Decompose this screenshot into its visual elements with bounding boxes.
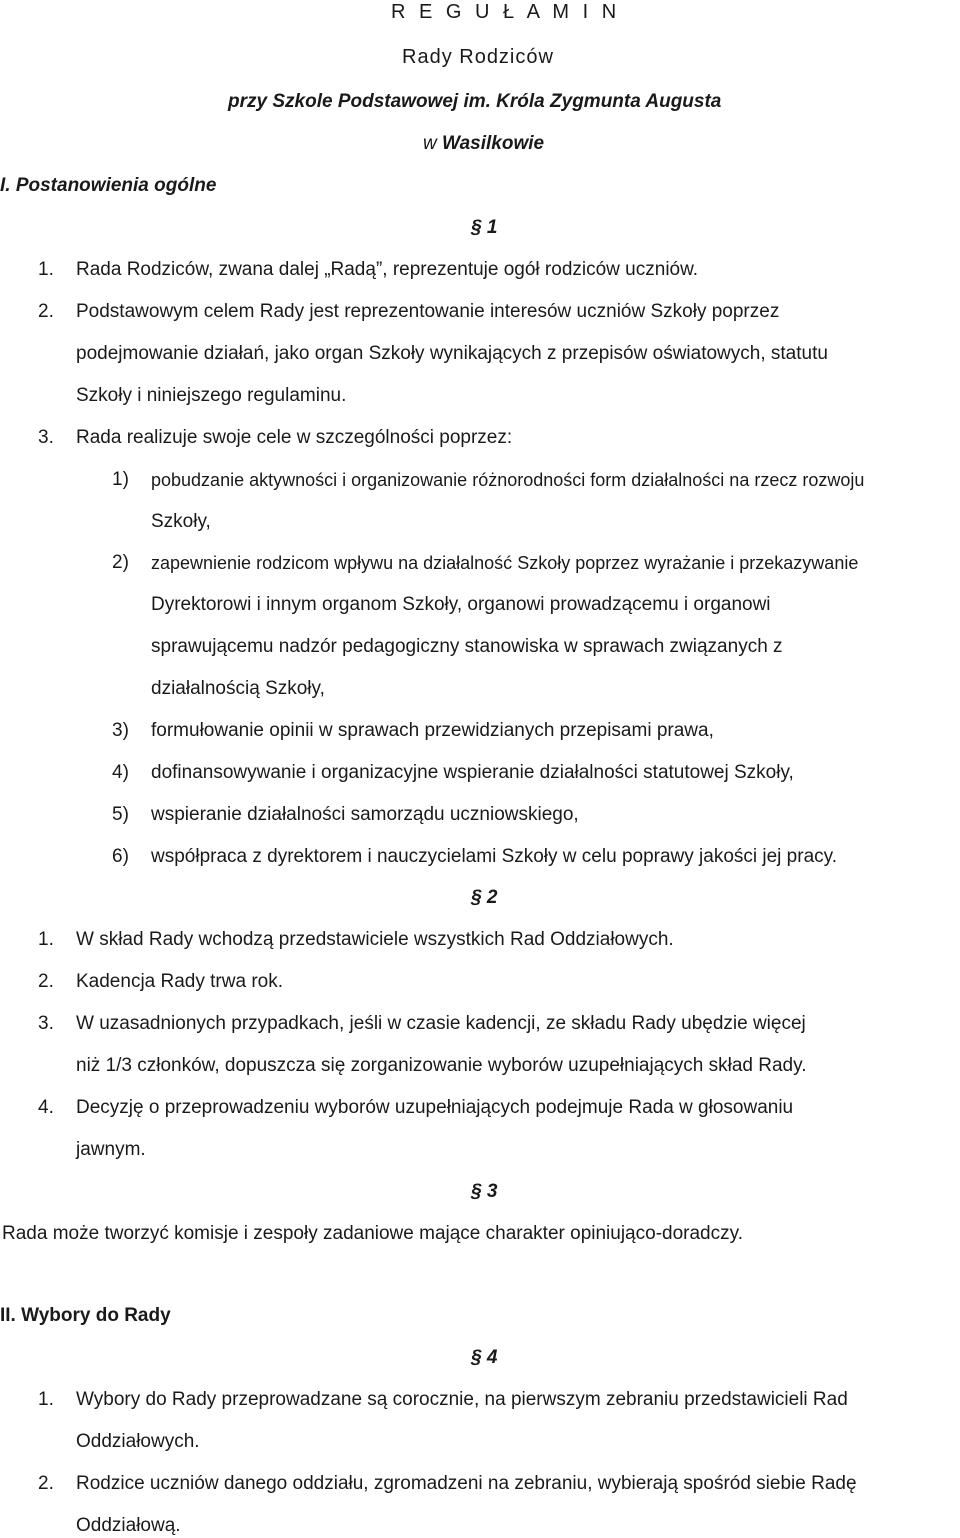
- subitem-text: Szkoły,: [151, 511, 211, 532]
- subitem-number: 3): [112, 720, 129, 741]
- school-name: przy Szkole Podstawowej im. Króla Zygmunta Augusta: [228, 91, 722, 112]
- section-sign: §: [471, 1347, 482, 1368]
- item-text: Decyzję o przeprowadzeniu wyborów uzupełniających podejmuje Rada w głosowaniu: [76, 1097, 794, 1118]
- location-name: Wasilkowie: [442, 133, 545, 154]
- subitem-number: 1): [112, 469, 129, 490]
- document-title: R E G U Ł A M I N: [391, 1, 621, 23]
- item-text: podejmowanie działań, jako organ Szkoły wynikających z przepisów oświatowych, statutu: [76, 343, 828, 364]
- subitem-text: dofinansowywanie i organizacyjne wspieranie działalności statutowej Szkoły,: [151, 762, 794, 783]
- paragraph-text: Rada może tworzyć komisje i zespoły zadaniowe mające charakter opiniująco-doradczy.: [2, 1223, 743, 1244]
- subitem-number: 5): [112, 804, 129, 825]
- subitem-number: 6): [112, 846, 129, 867]
- subitem-text: działalnością Szkoły,: [151, 678, 325, 699]
- document-subtitle: Rady Rodziców: [402, 46, 554, 68]
- item-number: 3.: [38, 427, 54, 448]
- item-number: 4.: [38, 1097, 54, 1118]
- subitem-text: formułowanie opinii w sprawach przewidzianych przepisami prawa,: [151, 720, 714, 741]
- subitem-number: 4): [112, 762, 129, 783]
- item-text: Rada Rodziców, zwana dalej „Radą”, reprezentuje ogół rodziców uczniów.: [76, 259, 699, 280]
- paragraph-number: 1: [486, 217, 498, 238]
- school-location: [423, 132, 544, 156]
- section-sign: §: [471, 217, 482, 238]
- item-text: niż 1/3 członków, dopuszcza się zorganizowanie wyborów uzupełniających skład Rady.: [76, 1055, 807, 1076]
- item-number: 3.: [38, 1013, 54, 1034]
- item-text: Oddziałową.: [76, 1515, 181, 1536]
- item-text: W skład Rady wchodzą przedstawiciele wszystkich Rad Oddziałowych.: [76, 929, 674, 950]
- item-text: Rodzice uczniów danego oddziału, zgromadzeni na zebraniu, wybierają spośród siebie Radę: [76, 1473, 857, 1494]
- item-text: Szkoły i niniejszego regulaminu.: [76, 385, 347, 406]
- item-text: Oddziałowych.: [76, 1431, 200, 1452]
- subitem-text: zapewnienie rodzicom wpływu na działalność Szkoły poprzez wyrażanie i przekazywanie: [151, 553, 859, 573]
- item-number: 1.: [38, 929, 54, 950]
- item-number: 1.: [38, 259, 54, 280]
- item-text: Kadencja Rady trwa rok.: [76, 971, 283, 992]
- item-text: jawnym.: [76, 1139, 146, 1160]
- section-sign: §: [471, 887, 482, 908]
- section-heading-general: I. Postanowienia ogólne: [0, 175, 217, 196]
- subitem-text: Dyrektorowi i innym organom Szkoły, organowi prowadzącemu i organowi: [151, 594, 771, 615]
- subitem-text: sprawującemu nadzór pedagogiczny stanowiska w sprawach związanych z: [151, 636, 783, 657]
- item-text: Wybory do Rady przeprowadzane są corocznie, na pierwszym zebraniu przedstawicieli Rad: [76, 1389, 848, 1410]
- paragraph-heading-2: [471, 886, 497, 910]
- paragraph-heading-3: [471, 1180, 497, 1204]
- item-text: Podstawowym celem Rady jest reprezentowanie interesów uczniów Szkoły poprzez: [76, 301, 780, 322]
- item-text: W uzasadnionych przypadkach, jeśli w czasie kadencji, ze składu Rady ubędzie więcej: [76, 1013, 806, 1034]
- item-number: 2.: [38, 301, 54, 322]
- paragraph-number: 4: [486, 1347, 498, 1368]
- subitem-text: pobudzanie aktywności i organizowanie różnorodności form działalności na rzecz rozwoju: [151, 470, 865, 490]
- location-prefix: w: [423, 133, 437, 154]
- item-number: 1.: [38, 1389, 54, 1410]
- paragraph-heading-1: [471, 216, 497, 240]
- section-sign: §: [471, 1181, 482, 1202]
- subitem-text: współpraca z dyrektorem i nauczycielami Szkoły w celu poprawy jakości jej pracy.: [151, 846, 838, 867]
- paragraph-heading-4: [471, 1346, 497, 1370]
- paragraph-number: 2: [486, 887, 498, 908]
- section-heading-elections: II. Wybory do Rady: [0, 1305, 171, 1326]
- subitem-text: wspieranie działalności samorządu uczniowskiego,: [151, 804, 579, 825]
- subitem-number: 2): [112, 552, 129, 573]
- item-number: 2.: [38, 1473, 54, 1494]
- paragraph-number: 3: [486, 1181, 498, 1202]
- item-text: Rada realizuje swoje cele w szczególności poprzez:: [76, 427, 513, 448]
- item-number: 2.: [38, 971, 54, 992]
